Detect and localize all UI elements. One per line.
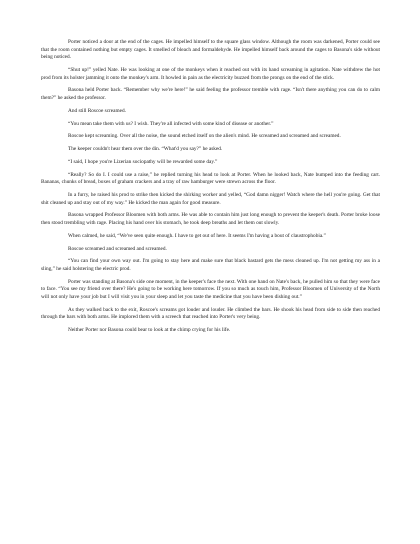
paragraph: Roscoe screamed and screamed and screamed. <box>68 245 167 252</box>
paragraph: When calmed, he said, “We've seen quite enough. I have to get out of here. It seems I'm having a bout of claustrophobia.” <box>68 232 326 239</box>
paragraph: As they walked back to the exit, Roscoe's screams got louder and louder. He climbed the bars. He shook his head from side to side then reached through the bars with both arms. He implored them with a screech that reached into Porter's very being. <box>41 306 380 321</box>
paragraph: “Shut up!” yelled Nate. He was looking at one of the monkeys when it reached out with its hand screaming in agitation. Nate withdrew the hot prod from its holster jamming it onto the monkey's arm. It howled in pain as the electricity buzzed from the prongs on the end of the stick. <box>41 66 380 81</box>
paragraph: Neither Porter nor Basona could bear to look at the chimp crying for his life. <box>68 327 231 334</box>
paragraph: Porter noticed a door at the end of the cages. He impelled himself to the square glass window. Although the room was darkened, Porter could see that the room contained nothing but empty cages. It smelled of bleach and formaldehyde. He impelled himself back around the cages to Basona's side without being noticed. <box>41 39 380 61</box>
paragraph: “Really? So do I. I could use a raise,” he replied turning his head to look at Porter. When he looked back, Nate bumped into the feeding cart. Bananas, chunks of bread, boxes of graham crackers and a tray of raw hamburger were strewn across the floor. <box>41 171 380 186</box>
paragraph: Roscoe kept screaming. Over all the noise, the sound etched itself on the alien's mind. He screamed and screamed and screamed. <box>68 133 341 140</box>
paragraph: Porter was standing at Basona's side one moment, in the keeper's face the next. With one hand on Nate's back, he pulled him so that they were face to face. “You see my friend over there? He's going to be working here tomorrow. If you so much as touch him, Professor Bloomen of University of the North will not only have your job but I will visit you in your sleep and let you taste the medicine that you have been dishing out.” <box>41 278 380 300</box>
paragraph: The keeper couldn't hear them over the din. “What'd you say?” he asked. <box>68 146 223 153</box>
paragraph: “You can find your own way out. I'm going to stay here and make sure that black bastard gets the mess cleaned up. I'm not getting my ass in a sling,” he said holstering the electric prod. <box>41 258 380 272</box>
paragraph: Basona wrapped Professor Bloomen with both arms. He was able to contain him just long enough to prevent the keeper's death. Porter broke loose then stood trembling with rage. Placing his hand over his stomach, he took deep breaths and let them out slowly. <box>41 212 380 226</box>
paragraph: And still Roscoe screamed. <box>68 107 126 114</box>
paragraph: Basona held Porter back. “Remember why we're here!” he said feeling the professor tremble with rage. “Isn't there anything you can do to calm them?” he asked the professor. <box>41 87 380 101</box>
paragraph: “I said, I hope you're Lizerian sociopathy will be rewarded some day.” <box>68 158 218 165</box>
paragraph: “You mean take them with us? I wish. They're all infected with some kind of disease or another.” <box>68 120 274 127</box>
paragraph: In a furry, he raised his prod to strike then kicked the shirking worker and yelled, “God damn nigger! Watch where the hell you're going. Get that shit cleaned up and stay out of my way.” He kicked the man again for good measure. <box>41 192 380 206</box>
